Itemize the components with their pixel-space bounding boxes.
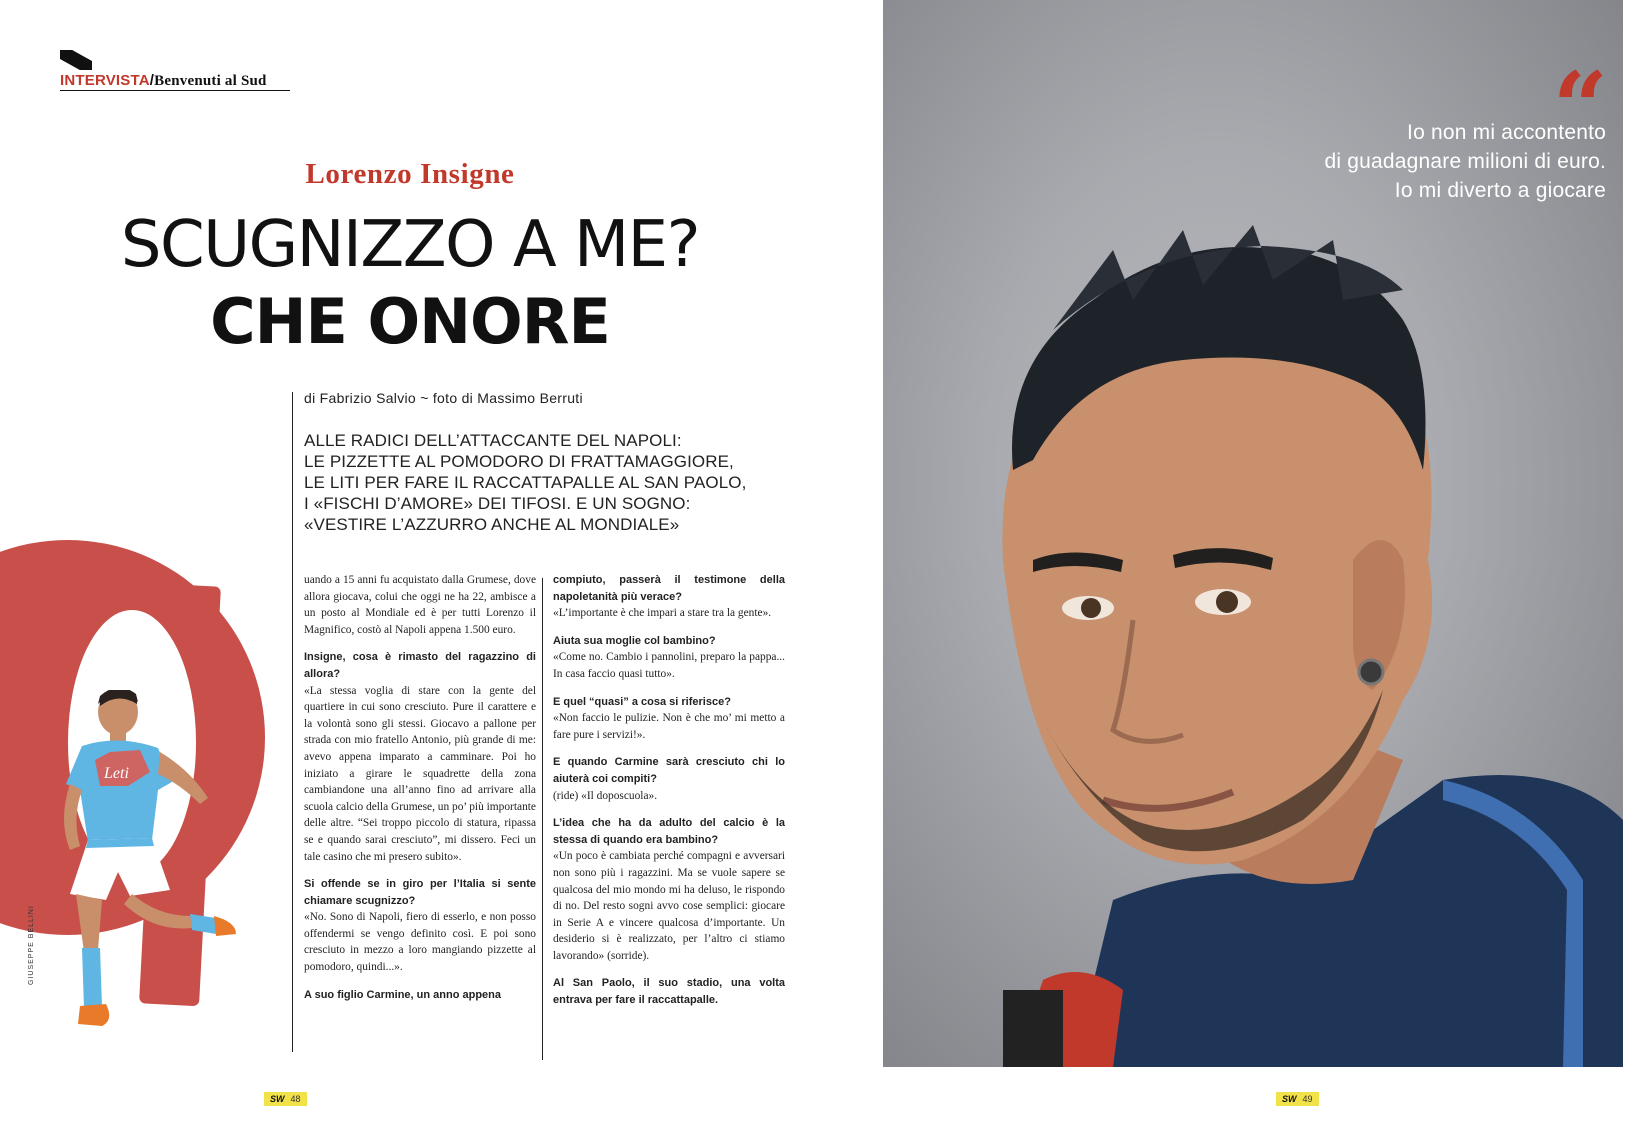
page-number: 48 <box>290 1094 301 1104</box>
paragraph: «La stessa voglia di stare con la gente del quartiere in cui sono cresciuto. Pure il carattere e la volontà sono gli stessi. Giocavo a pallone per strada con mio fratello Antonio, più grande di me: avevo appena imparato a camminare. Poi ho iniziato a girare le squadrette della zona cambiandone una all’anno fino ad arrivare alla scuola calcio della Grumese, un po’ più importante delle altre. “Sei troppo piccolo di statura, ripassa se e quando sarai cresciuto”, mi dissero. Feci un tale casino che mi presero subito». <box>304 684 536 863</box>
paragraph: «Un poco è cambiata perché compagni e avversari non sono più i ragazzini. Ma se vuole sapere se qualcosa del mio mondo mi ha deluso, le rispondo di no. Del resto sogni avvo cose semplici: giocare in Serie A e vincere qualcosa d’importante. Un desiderio si è realizzato, per l’altro ci stiamo lavorando» (sorride). <box>553 850 785 962</box>
interview-question: Si offende se in giro per l’Italia si sente chiamare scugnizzo? <box>304 878 536 907</box>
paragraph: «Come no. Cambio i pannolini, preparo la pappa... In casa faccio quasi tutto». <box>553 651 785 680</box>
magazine-logo-icon <box>60 50 92 70</box>
standfirst-line: LE LITI PER FARE IL RACCATTAPALLE AL SAN PAOLO, <box>304 473 747 492</box>
header-rule <box>60 90 290 91</box>
paragraph: «No. Sono di Napoli, fiero di esserlo, e non posso offendermi se vengo definito così. E poi sono cresciuto in mezzo a loro mangiando pizzette al pomodoro, quindi...». <box>304 911 536 974</box>
standfirst-line: I «FISCHI D’AMORE» DEI TIFOSI. E UN SOGNO: <box>304 494 691 513</box>
pull-quote <box>1324 118 1606 205</box>
interview-question: E quel “quasi” a cosa si riferisce? <box>553 695 731 708</box>
folio-mark: SW <box>270 1094 285 1104</box>
player-photo <box>40 690 240 1060</box>
standfirst-line: ALLE RADICI DELL’ATTACCANTE DEL NAPOLI: <box>304 431 682 450</box>
article-column-1 <box>304 572 536 1003</box>
folio-mark: SW <box>1282 1094 1297 1104</box>
right-page <box>870 0 1646 1126</box>
paragraph: (ride) «Il doposcuola». <box>553 789 658 802</box>
section-header <box>60 72 267 90</box>
paragraph: «L’importante è che impari a stare tra la gente». <box>553 607 772 620</box>
photo-credit: GIUSEPPE BELLINI <box>28 905 35 985</box>
quote-mark-icon: “ <box>1552 51 1608 164</box>
pull-quote-line: Io non mi accontento <box>1407 121 1606 144</box>
svg-text:Leti: Leti <box>104 765 129 782</box>
pull-quote-line: di guadagnare milioni di euro. <box>1324 150 1606 173</box>
article-kicker: Lorenzo Insigne <box>305 158 515 190</box>
interview-question: A suo figlio Carmine, un anno appena <box>304 988 501 1001</box>
pull-quote-line: Io mi diverto a giocare <box>1394 179 1606 202</box>
column-rule-left <box>292 392 293 1052</box>
interview-question: Insigne, cosa è rimasto del ragazzino di allora? <box>304 651 536 680</box>
interview-question: compiuto, passerà il testimone della napoletanità più verace? <box>553 574 785 603</box>
article-column-2 <box>553 572 785 1009</box>
interview-question: L’idea che ha da adulto del calcio è la stessa di quando era bambino? <box>553 817 785 846</box>
folio-right <box>1276 1092 1319 1106</box>
headline-line-1: SCUGNIZZO A ME? <box>120 208 700 282</box>
folio-left <box>264 1092 307 1106</box>
standfirst <box>304 430 784 535</box>
interview-question: Al San Paolo, il suo stadio, una volta entrava per fare il raccattapalle. <box>553 977 785 1007</box>
section-rubric: INTERVISTA <box>60 72 150 89</box>
paragraph: «Non faccio le pulizie. Non è che mo’ mi metto a fare pure i servizi!». <box>553 712 785 741</box>
standfirst-line: «VESTIRE L’AZZURRO ANCHE AL MONDIALE» <box>304 515 680 534</box>
column-divider <box>542 578 543 1060</box>
standfirst-line: LE PIZZETTE AL POMODORO DI FRATTAMAGGIORE, <box>304 452 734 471</box>
page-number: 49 <box>1302 1094 1313 1104</box>
headline-line-2: CHE ONORE <box>210 285 610 358</box>
interview-question: Aiuta sua moglie col bambino? <box>553 634 716 647</box>
paragraph: uando a 15 anni fu acquistato dalla Grumese, dove allora giocava, colui che oggi ne ha 22, ambisce a un posto al Mondiale ed è per tutti Lorenzo il Magnifico, costò al Napoli appena 1.500 euro. <box>304 574 536 636</box>
byline: di Fabrizio Salvio ~ foto di Massimo Berruti <box>304 390 583 406</box>
section-title: Benvenuti al Sud <box>154 73 267 89</box>
section-separator: / <box>149 72 155 89</box>
interview-question: E quando Carmine sarà cresciuto chi lo aiuterà coi compiti? <box>553 756 785 785</box>
